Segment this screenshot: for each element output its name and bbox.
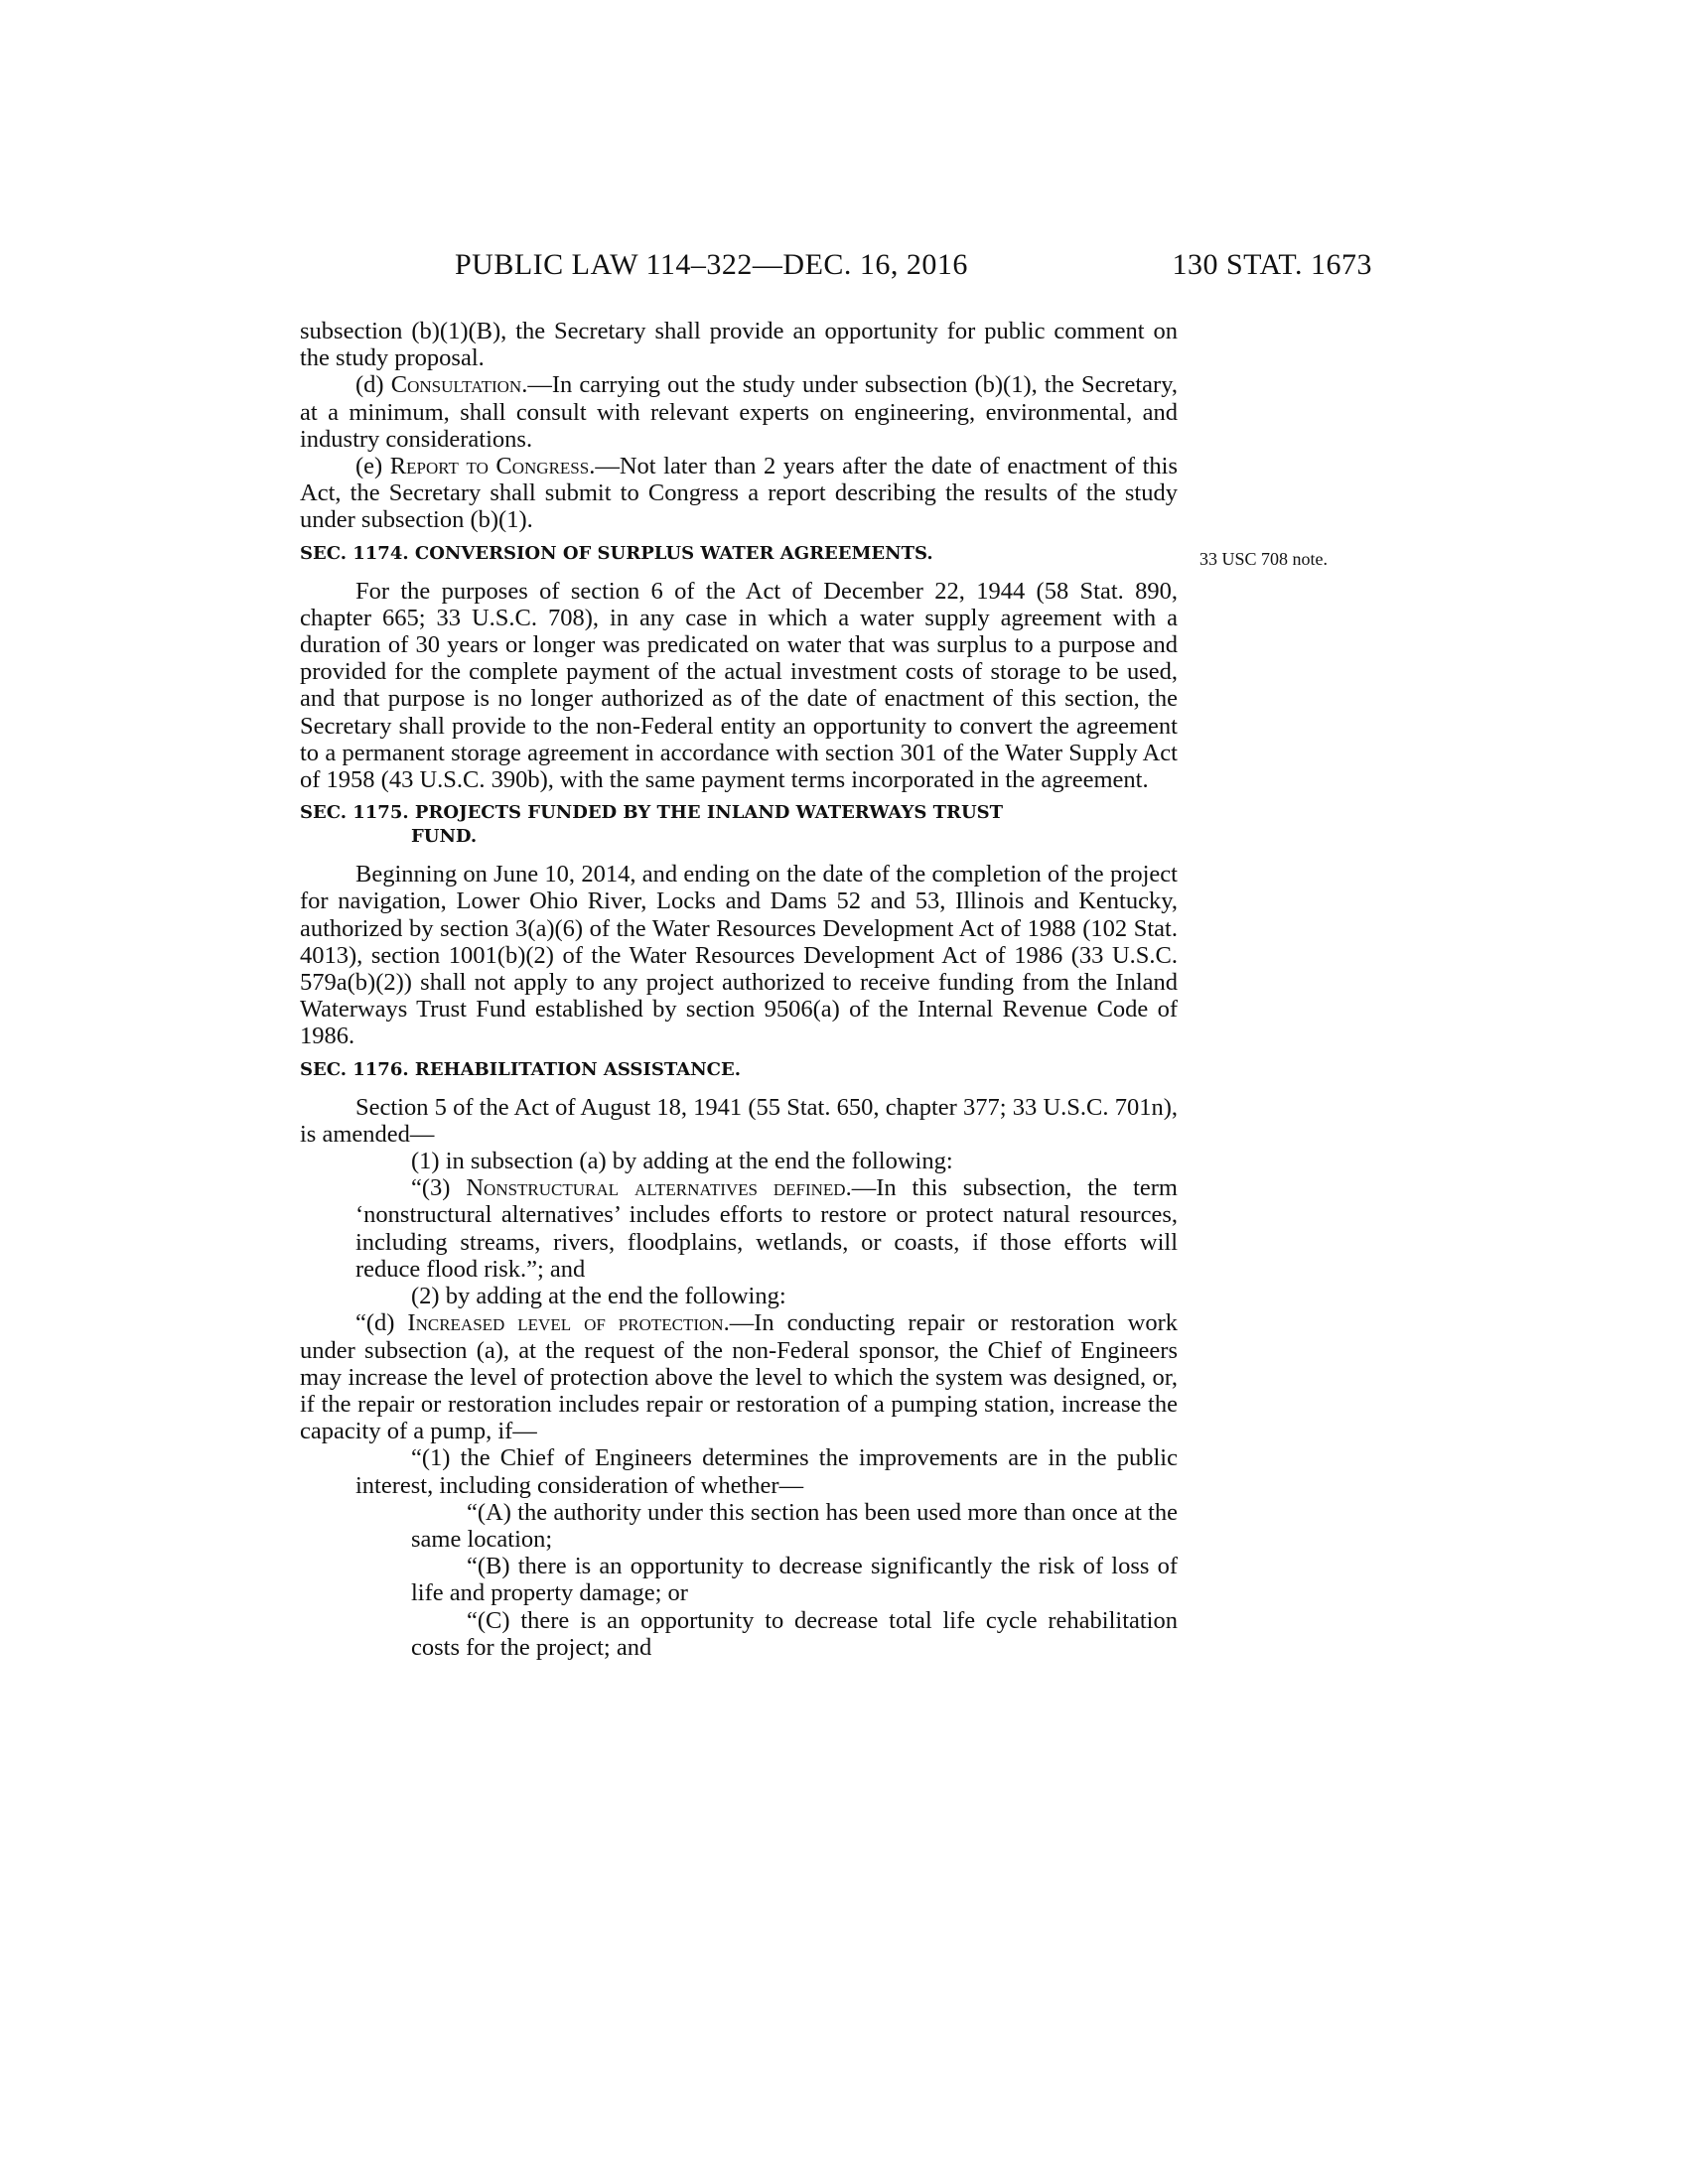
subsection-d-title: Consultation: [390, 371, 522, 399]
subsection-e-title: Report to Congress: [389, 453, 590, 480]
quoted-subsection-d: “(d) Increased level of protection.—In conducting repair or restoration work under subsection (a), at the request of the non-Federal sponsor, the Chief of Engineers may increase the level of protection above the level to which the system was designed, or, if the repair or restoration includes repair or restoration of a pumping station, increase the capacity of a pump, if—: [300, 1309, 1178, 1445]
amendment-item-1: (1) in subsection (a) by adding at the end the following:: [411, 1148, 953, 1175]
section-1175-text: Beginning on June 10, 2014, and ending on the date of the completion of the project for navigation, Lower Ohio River, Locks and Dams 52 and 53, Illinois and Kentucky, authorized by section 3(a)(6) of the Water Resources Development Act of 1988 (102 Stat. 4013), section 1001(b)(2) of the Water Resources Development Act of 1986 (33 U.S.C. 579a(b)(2)) shall not apply to any project authorized to receive funding from the Inland Waterways Trust Fund established by section 9506(a) of the Internal Revenue Code of 1986.: [300, 861, 1178, 1050]
quoted-paragraph-1: “(1) the Chief of Engineers determines the improvements are in the public interest, including consideration of whether—: [355, 1444, 1178, 1499]
quoted-subparagraph-c: “(C) there is an opportunity to decrease total life cycle rehabilitation costs for the project; and: [411, 1606, 1178, 1661]
amendment-item-2: (2) by adding at the end the following:: [411, 1283, 786, 1310]
section-1175-heading: SEC. 1175. PROJECTS FUNDED BY THE INLAND WATERWAYS TRUST FUND.: [300, 802, 1004, 848]
subsection-e: (e) Report to Congress.—Not later than 2 years after the date of enactment of this Act, the Secretary shall submit to Congress a report describing the results of the study under subsection (b)(1).: [300, 453, 1178, 534]
section-1174-heading: SEC. 1174. CONVERSION OF SURPLUS WATER AGREEMENTS.: [300, 542, 933, 564]
body-text: [300, 318, 1178, 1661]
quoted-paragraph-3: “(3) Nonstructural alternatives defined.—In this subsection, the term ‘nonstructural alternatives’ includes efforts to restore or protect natural resources, including streams, rivers, floodplains, wetlands, or coasts, if those efforts will reduce flood risk.”; and: [355, 1174, 1178, 1283]
quoted-subsection-d-title: Increased level of protection: [407, 1309, 724, 1337]
header-title: PUBLIC LAW 114–322—DEC. 16, 2016: [455, 248, 968, 281]
margin-note: 33 USC 708 note.: [1199, 549, 1329, 569]
header-stat-page: 130 STAT. 1673: [1172, 248, 1372, 281]
continued-paragraph: subsection (b)(1)(B), the Secretary shall provide an opportunity for public comment on the study proposal.: [300, 318, 1178, 372]
running-header: [455, 248, 1372, 288]
quoted-subparagraph-a: “(A) the authority under this section has been used more than once at the same location;: [411, 1498, 1178, 1553]
quoted-subparagraph-b: “(B) there is an opportunity to decrease significantly the risk of loss of life and property damage; or: [411, 1553, 1178, 1607]
subsection-d: (d) Consultation.—In carrying out the study under subsection (b)(1), the Secretary, at a minimum, shall consult with relevant experts on engineering, environmental, and industry considerations.: [300, 371, 1179, 453]
section-1176-intro: Section 5 of the Act of August 18, 1941 (55 Stat. 650, chapter 377; 33 U.S.C. 701n), is amended—: [300, 1093, 1178, 1148]
quoted-paragraph-3-title: Nonstructural alternatives defined: [466, 1174, 846, 1202]
section-1174-text: For the purposes of section 6 of the Act of December 22, 1944 (58 Stat. 890, chapter 665; 33 U.S.C. 708), in any case in which a water supply agreement with a duration of 30 years or longer was predicated on water that was surplus to a purpose and provided for the complete payment of the actual investment costs of storage to be used, and that purpose is no longer authorized as of the date of enactment of this section, the Secretary shall provide to the non-Federal entity an opportunity to convert the agreement to a permanent storage agreement in accordance with section 301 of the Water Supply Act of 1958 (43 U.S.C. 390b), with the same payment terms incorporated in the agreement.: [300, 577, 1178, 794]
section-1176-heading: SEC. 1176. REHABILITATION ASSISTANCE.: [300, 1058, 741, 1080]
